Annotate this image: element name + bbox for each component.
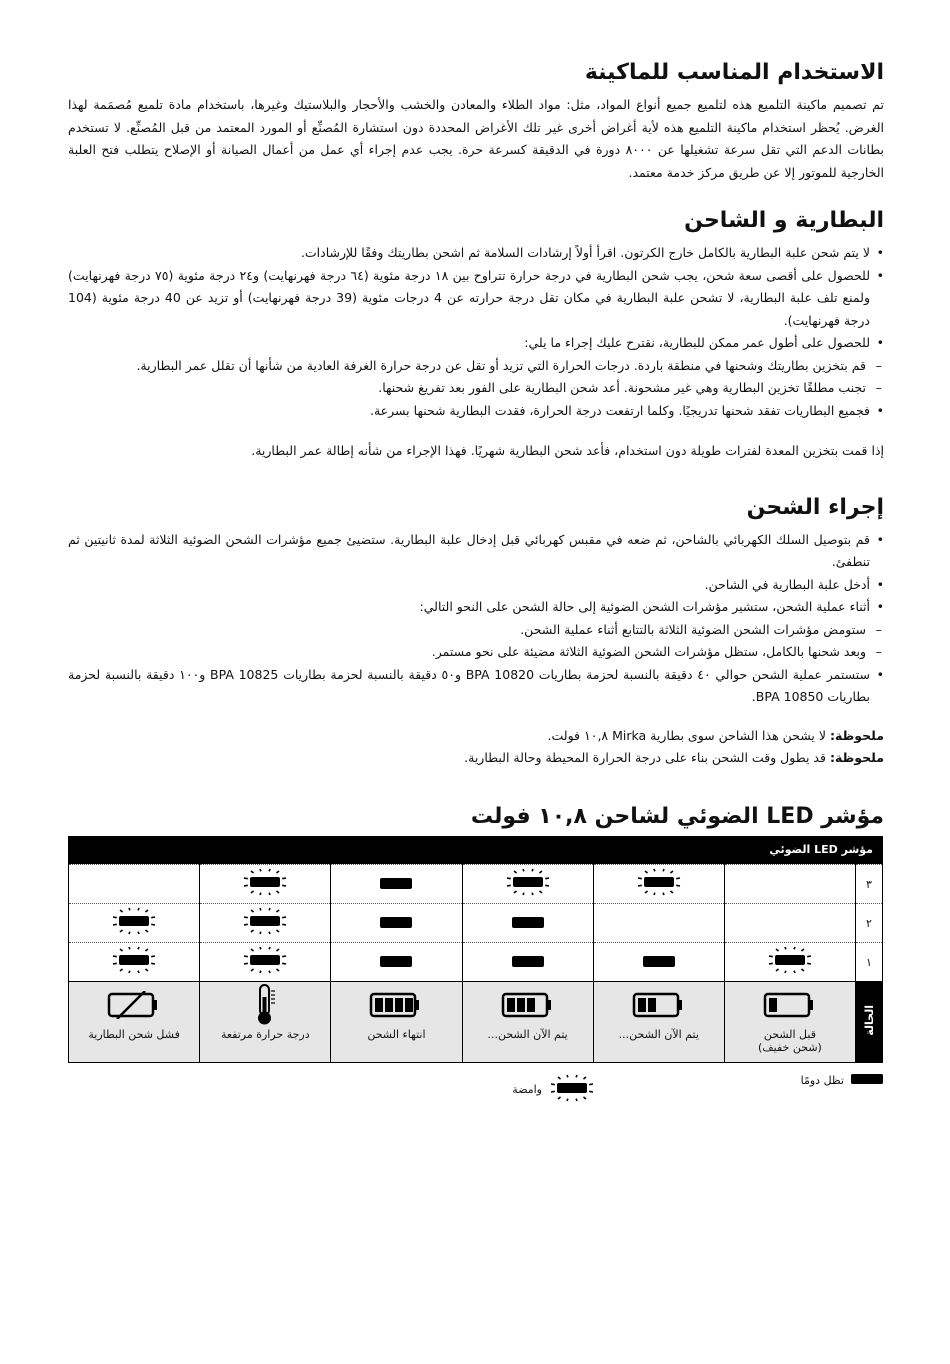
led-cell-on (331, 865, 462, 904)
intended-use-title: الاستخدام المناسب للماكينة (584, 60, 884, 85)
led-cell-blink (593, 865, 724, 904)
led-steady-icon (850, 1073, 884, 1088)
status-cell (69, 982, 200, 1063)
list-item: • لا يتم شحن علبة البطارية بالكامل خارج الكرتون. اقرأ أولاً إرشادات السلامة ثم اشحن بطاريتك وفقًا للإرشادات. (68, 242, 884, 265)
status-cell (462, 982, 593, 1063)
intended-use-body: تم تصميم ماكينة التلميع هذه لتلميع جميع أنواع المواد، مثل: مواد الطلاء والمعادن والخشب والأحجار والبلاستيك وغيرها، باستخدام مادة تلميع مُصمَمة لهذا الغرض. يُحظر استخدام ماكينة التلميع هذه لأية أغراض أخرى غير تلك الأغراض المحددة دون استشارة المُصنِّع أو المورد المعتمد من قبل المُصنِّع. لا تستخدم بطانات الدعم التي تقل سرعة تشغيلها عن ٨٠٠٠ دورة في الدقيقة كسرعة حرة. يجب عدم إجراء أي عمل من أعمال الصيانة أو الإصلاح يتطلب فتح العلبة الخارجية للموتور إلا عن طريق مركز خدمة معتمد. (68, 97, 885, 180)
status-text: درجة حرارة مرتفعة (220, 1028, 310, 1041)
led-table (68, 836, 883, 1063)
battery-3-bar-icon (463, 982, 593, 1028)
legend-blink (512, 1073, 596, 1106)
status-text: يتم الآن الشحن... (487, 1028, 568, 1041)
status-text: فشل شحن البطارية (88, 1028, 180, 1041)
charging-title: إجراء الشحن (746, 494, 884, 520)
status-text: انتهاء الشحن (367, 1028, 426, 1041)
led-cell-on (593, 943, 724, 982)
led-row (69, 943, 883, 982)
led-cell-blink (69, 943, 200, 982)
led-cell-blink (200, 865, 331, 904)
led-cell-off (593, 904, 724, 943)
led-row-number: ٣ (856, 865, 883, 904)
list-item: • فجميع البطاريات تفقد شحنها تدريجيًا. وكلما ارتفعت درجة الحرارة، فقدت البطارية شحنها بسرعة. (68, 400, 884, 423)
status-row (69, 982, 883, 1063)
content (68, 58, 884, 832)
status-cell (593, 982, 724, 1063)
note-1 (68, 725, 884, 748)
status-cell (724, 982, 855, 1063)
battery-full-icon (331, 982, 461, 1028)
led-cell-off (69, 865, 200, 904)
battery-2-bar-icon (594, 982, 724, 1028)
legend-blink-label: وامضة (512, 1083, 542, 1096)
list-item: • أدخل علبة البطارية في الشاحن. (68, 574, 884, 597)
led-cell-blink (69, 904, 200, 943)
led-cell-on (331, 904, 462, 943)
charging-list (68, 529, 884, 709)
battery-after-text: إذا قمت بتخزين المعدة لفترات طويلة دون استخدام، فأعد شحن البطارية شهريًا. فهذا الإجراء من شأنه إطالة عمر البطارية. (251, 443, 884, 458)
led-title: مؤشر LED الضوئي لشاحن ١٠,٨ فولت (470, 803, 884, 829)
list-item: – قم بتخزين بطاريتك وشحنها في منطقة باردة. درجات الحرارة التي تزيد أو تقل عن درجة حرارة الغرفة العادية من شأنها أن تقلل عمر البطارية. (68, 355, 884, 378)
list-item: • ستستمر عملية الشحن حوالي ٤٠ دقيقة بالنسبة لحزمة بطاريات BPA 10820 و٥٠ دقيقة بالنسبة لحزمة بطاريات BPA 10825 و١٠٠ دقيقة بالنسبة لحزمة بطاريات BPA 10850. (68, 664, 884, 709)
legend-steady (801, 1073, 884, 1088)
list-item: – ستومض مؤشرات الشحن الضوئية الثلاثة بالتتابع أثناء عملية الشحن. (68, 619, 884, 642)
list-item: – وبعد شحنها بالكامل، ستظل مؤشرات الشحن الضوئية الثلاثة مضيئة على نحو مستمر. (68, 641, 884, 664)
status-text: يتم الآن الشحن... (618, 1028, 699, 1041)
list-item: • قم بتوصيل السلك الكهربائي بالشاحن، ثم ضعه في مقبس كهربائي قبل إدخال علبة البطارية. ستضيئ جميع مؤشرات الشحن الضوئية الثلاثة لمدة ثانيتين ثم تنطفئ. (68, 529, 884, 574)
status-text: قبل الشحن (شحن خفيف) (758, 1028, 822, 1054)
led-cell-blink (200, 943, 331, 982)
note-text: لا يشحن هذا الشاحن سوى بطارية Mirka ١٠,٨ فولت. (547, 727, 830, 743)
note-label: ملحوظة: (829, 727, 884, 743)
status-cell (331, 982, 462, 1063)
led-status-table (68, 864, 883, 1063)
status-cell (200, 982, 331, 1063)
led-row (69, 904, 883, 943)
battery-list (68, 242, 884, 422)
status-label: الحالة (856, 982, 883, 1063)
led-row-number: ١ (856, 943, 883, 982)
battery-1-bar-icon (725, 982, 855, 1028)
list-item: – تجنب مطلقًا تخزين البطارية وهي غير مشحونة. أعد شحن البطارية على الفور بعد تفريغ شحنها. (68, 377, 884, 400)
list-item: • للحصول على أقصى سعة شحن، يجب شحن البطارية في درجة حرارة تتراوح بين ١٨ درجة مئوية (٦٤ درجة فهرنهايت) و٢٤ درجة مئوية (٧٥ درجة فهرنهايت) ولمنع تلف علبة البطارية، لا تشحن علبة البطارية في مكان تقل درجة حرارته عن 4 درجات مئوية (39 درجة فهرنهايت) أو تزيد عن 40 درجة مئوية (104 درجة فهرنهايت). (68, 265, 884, 333)
led-table-header: مؤشر LED الضوئي (68, 836, 883, 864)
led-row-number: ٢ (856, 904, 883, 943)
list-item: • أثناء عملية الشحن، ستشير مؤشرات الشحن الضوئية إلى حالة الشحن على النحو التالي: (68, 596, 884, 619)
note-2 (68, 747, 884, 770)
led-cell-off (724, 904, 855, 943)
led-cell-blink (200, 904, 331, 943)
legend-steady-label: تظل دومًا (800, 1074, 844, 1087)
led-cell-off (724, 865, 855, 904)
battery-fail-icon (69, 982, 199, 1028)
note-text: قد يطول وقت الشحن بناء على درجة الحرارة المحيطة وحالة البطارية. (464, 750, 830, 765)
led-cell-on (331, 943, 462, 982)
led-cell-on (462, 943, 593, 982)
list-item: • للحصول على أطول عمر ممكن للبطارية، نقترح عليك إجراء ما يلي: (68, 332, 884, 355)
battery-charger-title: البطارية و الشاحن (684, 208, 884, 233)
led-cell-blink (462, 865, 593, 904)
led-cell-blink (724, 943, 855, 982)
led-blink-icon (548, 1073, 596, 1106)
led-cell-on (462, 904, 593, 943)
note-label: ملحوظة: (829, 750, 884, 765)
thermometer-icon (200, 982, 330, 1028)
led-row (69, 865, 883, 904)
